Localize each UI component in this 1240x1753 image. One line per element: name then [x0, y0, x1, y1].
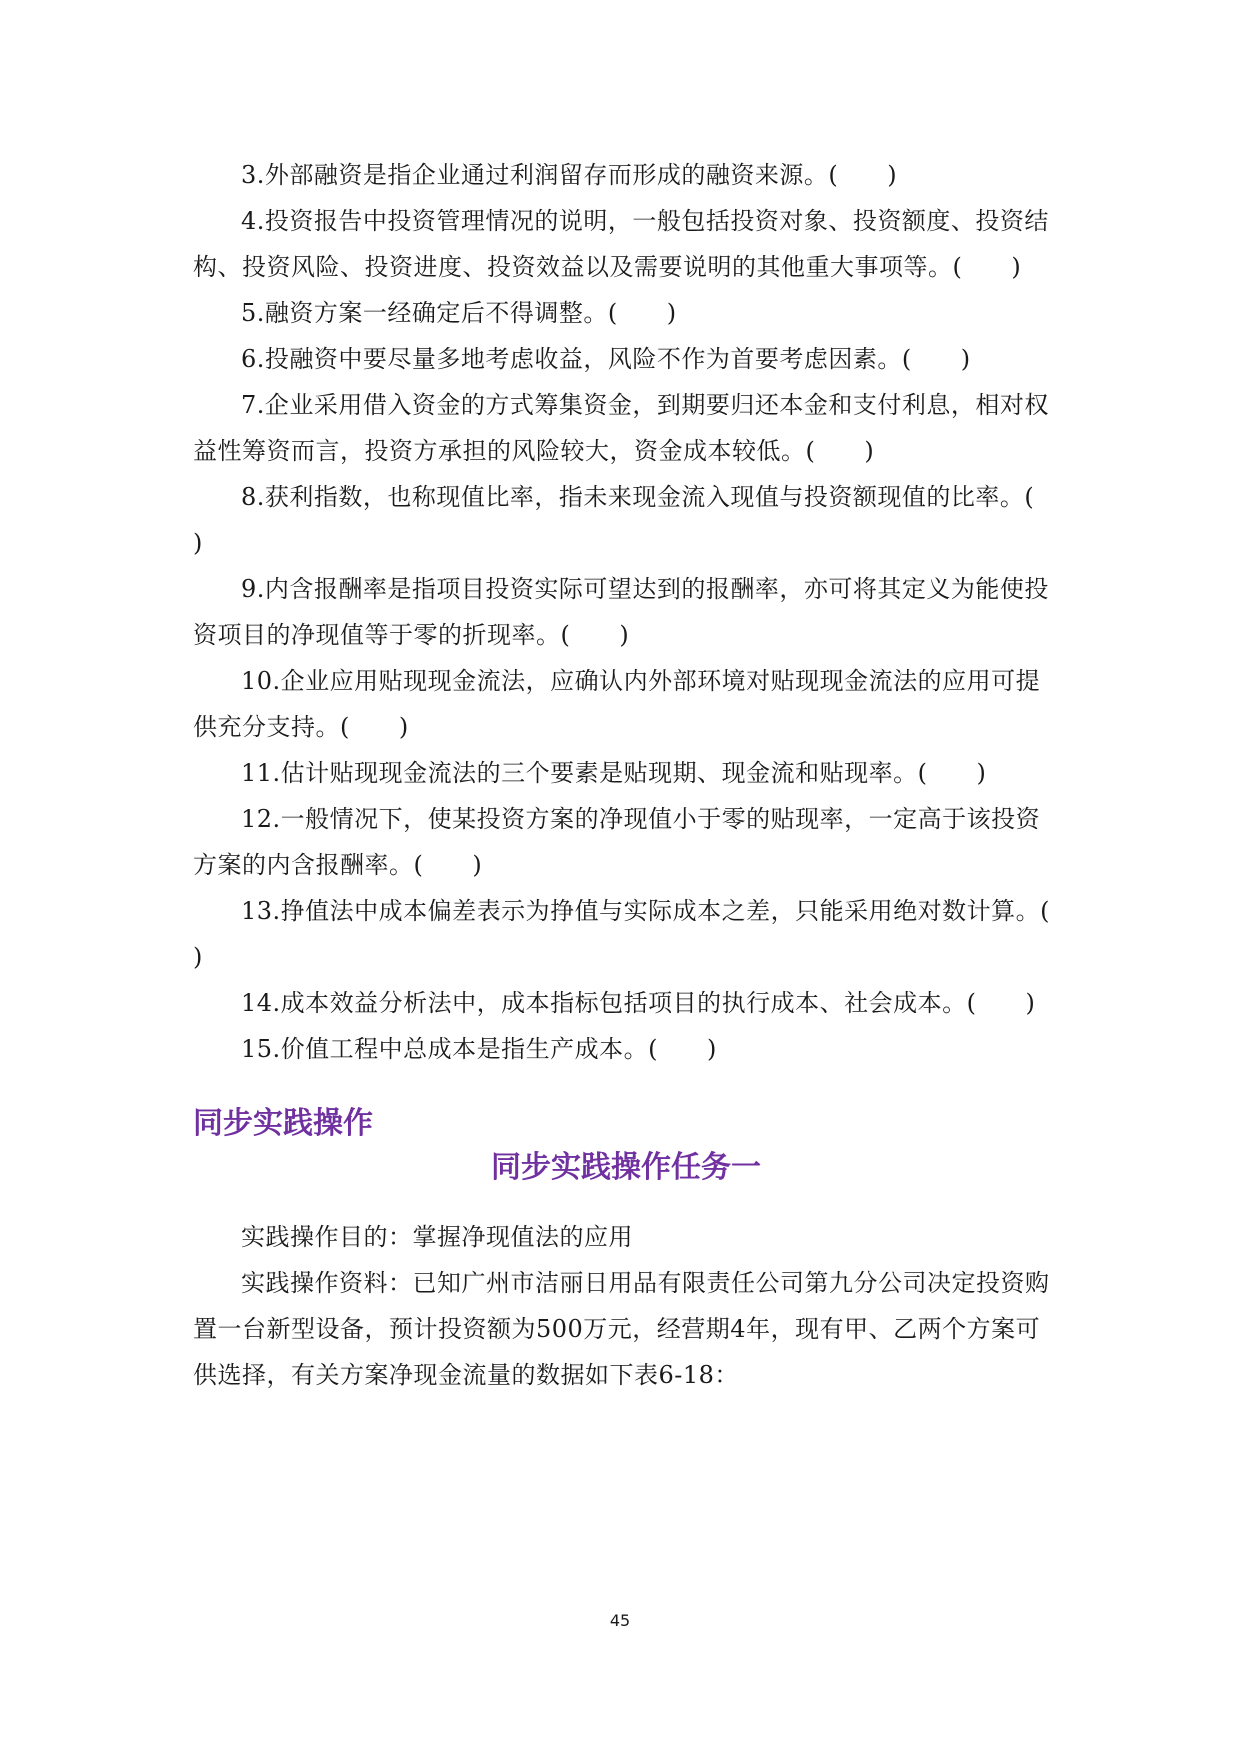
question-3: 3.外部融资是指企业通过利润留存而形成的融资来源。( )	[241, 161, 898, 189]
question-14: 14.成本效益分析法中，成本指标包括项目的执行成本、社会成本。( )	[241, 989, 1036, 1017]
question-11: 11.估计贴现现金流法的三个要素是贴现期、现金流和贴现率。( )	[241, 759, 987, 787]
task-heading: 同步实践操作任务一	[491, 1150, 761, 1185]
question-7: 7.企业采用借入资金的方式筹集资金，到期要归还本金和支付利息，相对权益性筹资而言，投资方承担的风险较大，资金成本较低。( )	[193, 391, 1049, 465]
practice-purpose: 实践操作目的：掌握净现值法的应用	[241, 1223, 633, 1251]
question-5: 5.融资方案一经确定后不得调整。( )	[241, 299, 677, 327]
question-13: 13.挣值法中成本偏差表示为挣值与实际成本之差，只能采用绝对数计算。( )	[193, 897, 1100, 971]
question-8: 8.获利指数，也称现值比率，指未来现金流入现值与投资额现值的比率。( )	[193, 483, 1084, 557]
question-9: 9.内含报酬率是指项目投资实际可望达到的报酬率，亦可将其定义为能使投资项目的净现值等于零的折现率。( )	[193, 575, 1049, 649]
question-6: 6.投融资中要尽量多地考虑收益，风险不作为首要考虑因素。( )	[241, 345, 971, 373]
page-number: 45	[609, 1611, 631, 1630]
question-12: 12.一般情况下，使某投资方案的净现值小于零的贴现率，一定高于该投资方案的内含报酬率。( )	[193, 805, 1041, 879]
page-content	[193, 152, 1100, 1398]
practice-material: 实践操作资料：已知广州市洁丽日用品有限责任公司第九分公司决定投资购置一台新型设备，预计投资额为500万元，经营期4年，现有甲、乙两个方案可供选择，有关方案净现金流量的数据如下表6-18：	[193, 1269, 1050, 1389]
question-15: 15.价值工程中总成本是指生产成本。( )	[241, 1035, 717, 1063]
section-heading: 同步实践操作	[193, 1106, 373, 1141]
question-10: 10.企业应用贴现现金流法，应确认内外部环境对贴现现金流法的应用可提供充分支持。( )	[193, 667, 1041, 741]
question-4: 4.投资报告中投资管理情况的说明，一般包括投资对象、投资额度、投资结构、投资风险、投资进度、投资效益以及需要说明的其他重大事项等。( )	[193, 207, 1049, 281]
